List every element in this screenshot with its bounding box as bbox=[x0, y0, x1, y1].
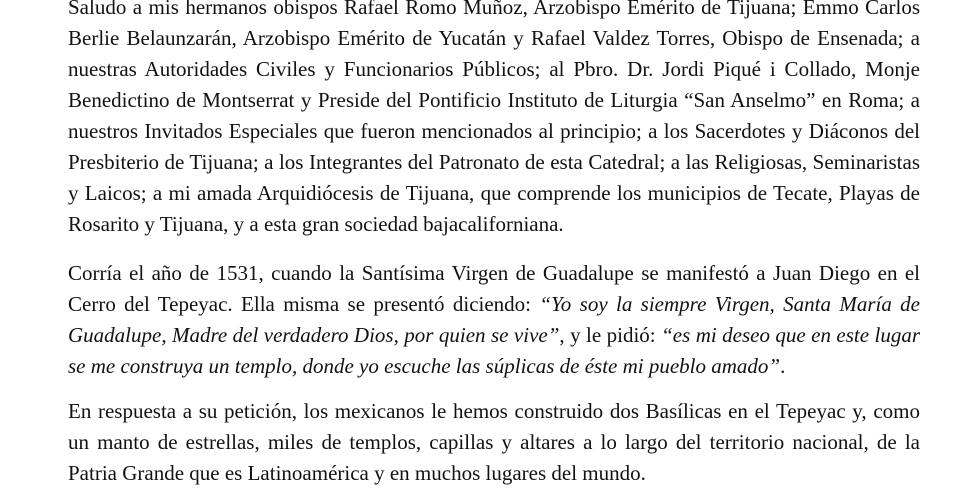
response-paragraph: En respuesta a su petición, los mexicanos le hemos construido dos Basílicas en el Tepeyac y, como un manto de estrellas, miles de templos, capillas y altares a lo largo del territorio nacional, de la Patria Grande que es Latinoamérica y en muchos lugares del mundo. bbox=[68, 399, 920, 485]
history-text: Corría el año de 1531, cuando la Santísima Virgen de Guadalupe se manifestó a Juan Diego en el Cerro del Tepeyac. Ella misma se presentó diciendo: bbox=[68, 261, 920, 316]
greeting-paragraph: Saludo a mis hermanos obispos Rafael Romo Muñoz, Arzobispo Emérito de Tijuana; Emmo Carlos Berlie Belaunzarán, Arzobispo Emérito de Yucatán y Rafael Valdez Torres, Obispo de Ensenada; a nuestras Autoridades Civiles y Funcionarios Públicos; al Pbro. Dr. Jordi Piqué i Collado, Monje Benedictino de Montserrat y Preside del Pontificio Instituto de Liturgia “San Anselmo” en Roma; a nuestros Invitados Especiales que fueron mencionados al principio; a los Sacerdotes y Diáconos del Presbiterio de Tijuana; a los Integrantes del Patronato de esta Catedral; a las Religiosas, Seminaristas y Laicos; a mi amada Arquidiócesis de Tijuana, que comprende los municipios de Tecate, Playas de Rosarito y Tijuana, y a esta gran sociedad bajacaliforniana. bbox=[68, 0, 920, 236]
history-period: . bbox=[780, 354, 786, 378]
temple-request-quote: “es mi deseo que en este lugar se me construya un templo, donde yo escuche las súplicas de éste mi pueblo amado” bbox=[68, 323, 920, 378]
history-connector: , y le pidió: bbox=[559, 323, 662, 347]
virgin-quote: “Yo soy la siempre Virgen, Santa María de Guadalupe, Madre del verdadero Dios, por quien se vive” bbox=[68, 292, 920, 347]
history-paragraph bbox=[68, 258, 920, 382]
